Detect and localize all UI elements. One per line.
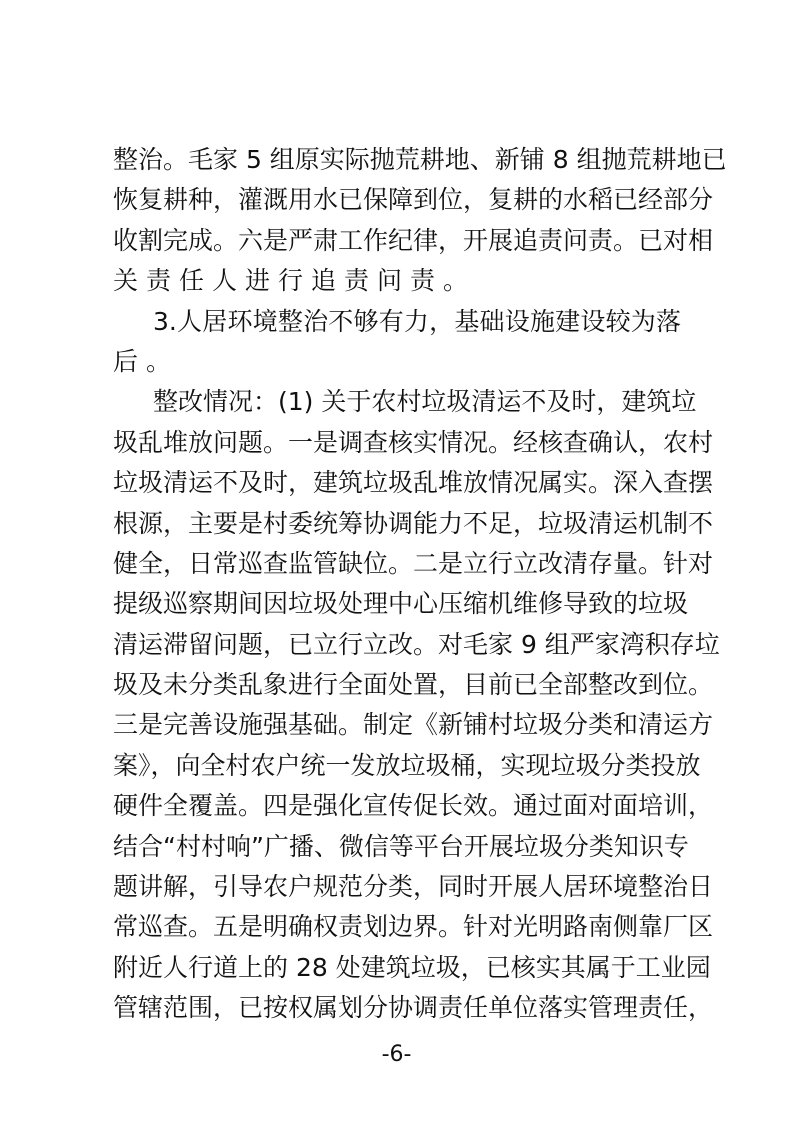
text-line: 附近人行道上的 28 处建筑垃圾，已核实其属于工业园 xyxy=(113,952,711,982)
text-line: 管辖范围，已按权属划分协调责任单位落实管理责任， xyxy=(113,993,714,1023)
text-line: 恢复耕种，灌溉用水已保障到位，复耕的水稻已经部分 xyxy=(113,185,714,215)
section-heading: 3.人居环境整治不够有力，基础设施建设较为落 xyxy=(153,306,681,336)
text-line: 提级巡察期间因垃圾处理中心压缩机维修导致的垃圾 xyxy=(113,589,689,619)
text-line: 收割完成。六是严肃工作纪律，开展追责问责。已对相 xyxy=(113,225,714,255)
text-line: 整改情况：(1) 关于农村垃圾清运不及时，建筑垃 xyxy=(153,387,697,417)
text-line: 整治。毛家 5 组原实际抛荒耕地、新铺 8 组抛荒耕地已 xyxy=(113,145,727,174)
text-line: 案》，向全村农户统一发放垃圾桶，实现垃圾分类投放 xyxy=(113,750,701,780)
text-line: 垃圾清运不及时，建筑垃圾乱堆放情况属实。深入查摆 xyxy=(113,468,714,498)
page-number: -6- xyxy=(381,1042,412,1067)
text-line: 根源，主要是村委统筹协调能力不足，垃圾清运机制不 xyxy=(113,508,714,538)
document-body xyxy=(113,140,727,1029)
text-line: 健全，日常巡查监管缺位。二是立行立改清存量。针对 xyxy=(113,548,714,578)
text-line: 圾乱堆放问题。一是调查核实情况。经核查确认，农村 xyxy=(113,427,714,457)
section-heading-end: 后。 xyxy=(113,346,180,376)
text-line: 清运滞留问题，已立行立改。对毛家 9 组严家湾积存垃 xyxy=(113,629,720,659)
text-line: 硬件全覆盖。四是强化宣传促长效。通过面对面培训， xyxy=(113,791,714,821)
text-line: 三是完善设施强基础。制定《新铺村垃圾分类和清运方 xyxy=(113,710,714,740)
text-line: 结合“村村响”广播、微信等平台开展垃圾分类知识专 xyxy=(113,831,689,861)
text-line: 常巡查。五是明确权责划边界。针对光明路南侧靠厂区 xyxy=(113,912,714,942)
text-line: 圾及未分类乱象进行全面处置，目前已全部整改到位。 xyxy=(113,670,714,700)
text-line: 题讲解，引导农户规范分类，同时开展人居环境整治日 xyxy=(113,872,714,902)
text-line: 关责任人进行追责问责。 xyxy=(113,266,477,296)
